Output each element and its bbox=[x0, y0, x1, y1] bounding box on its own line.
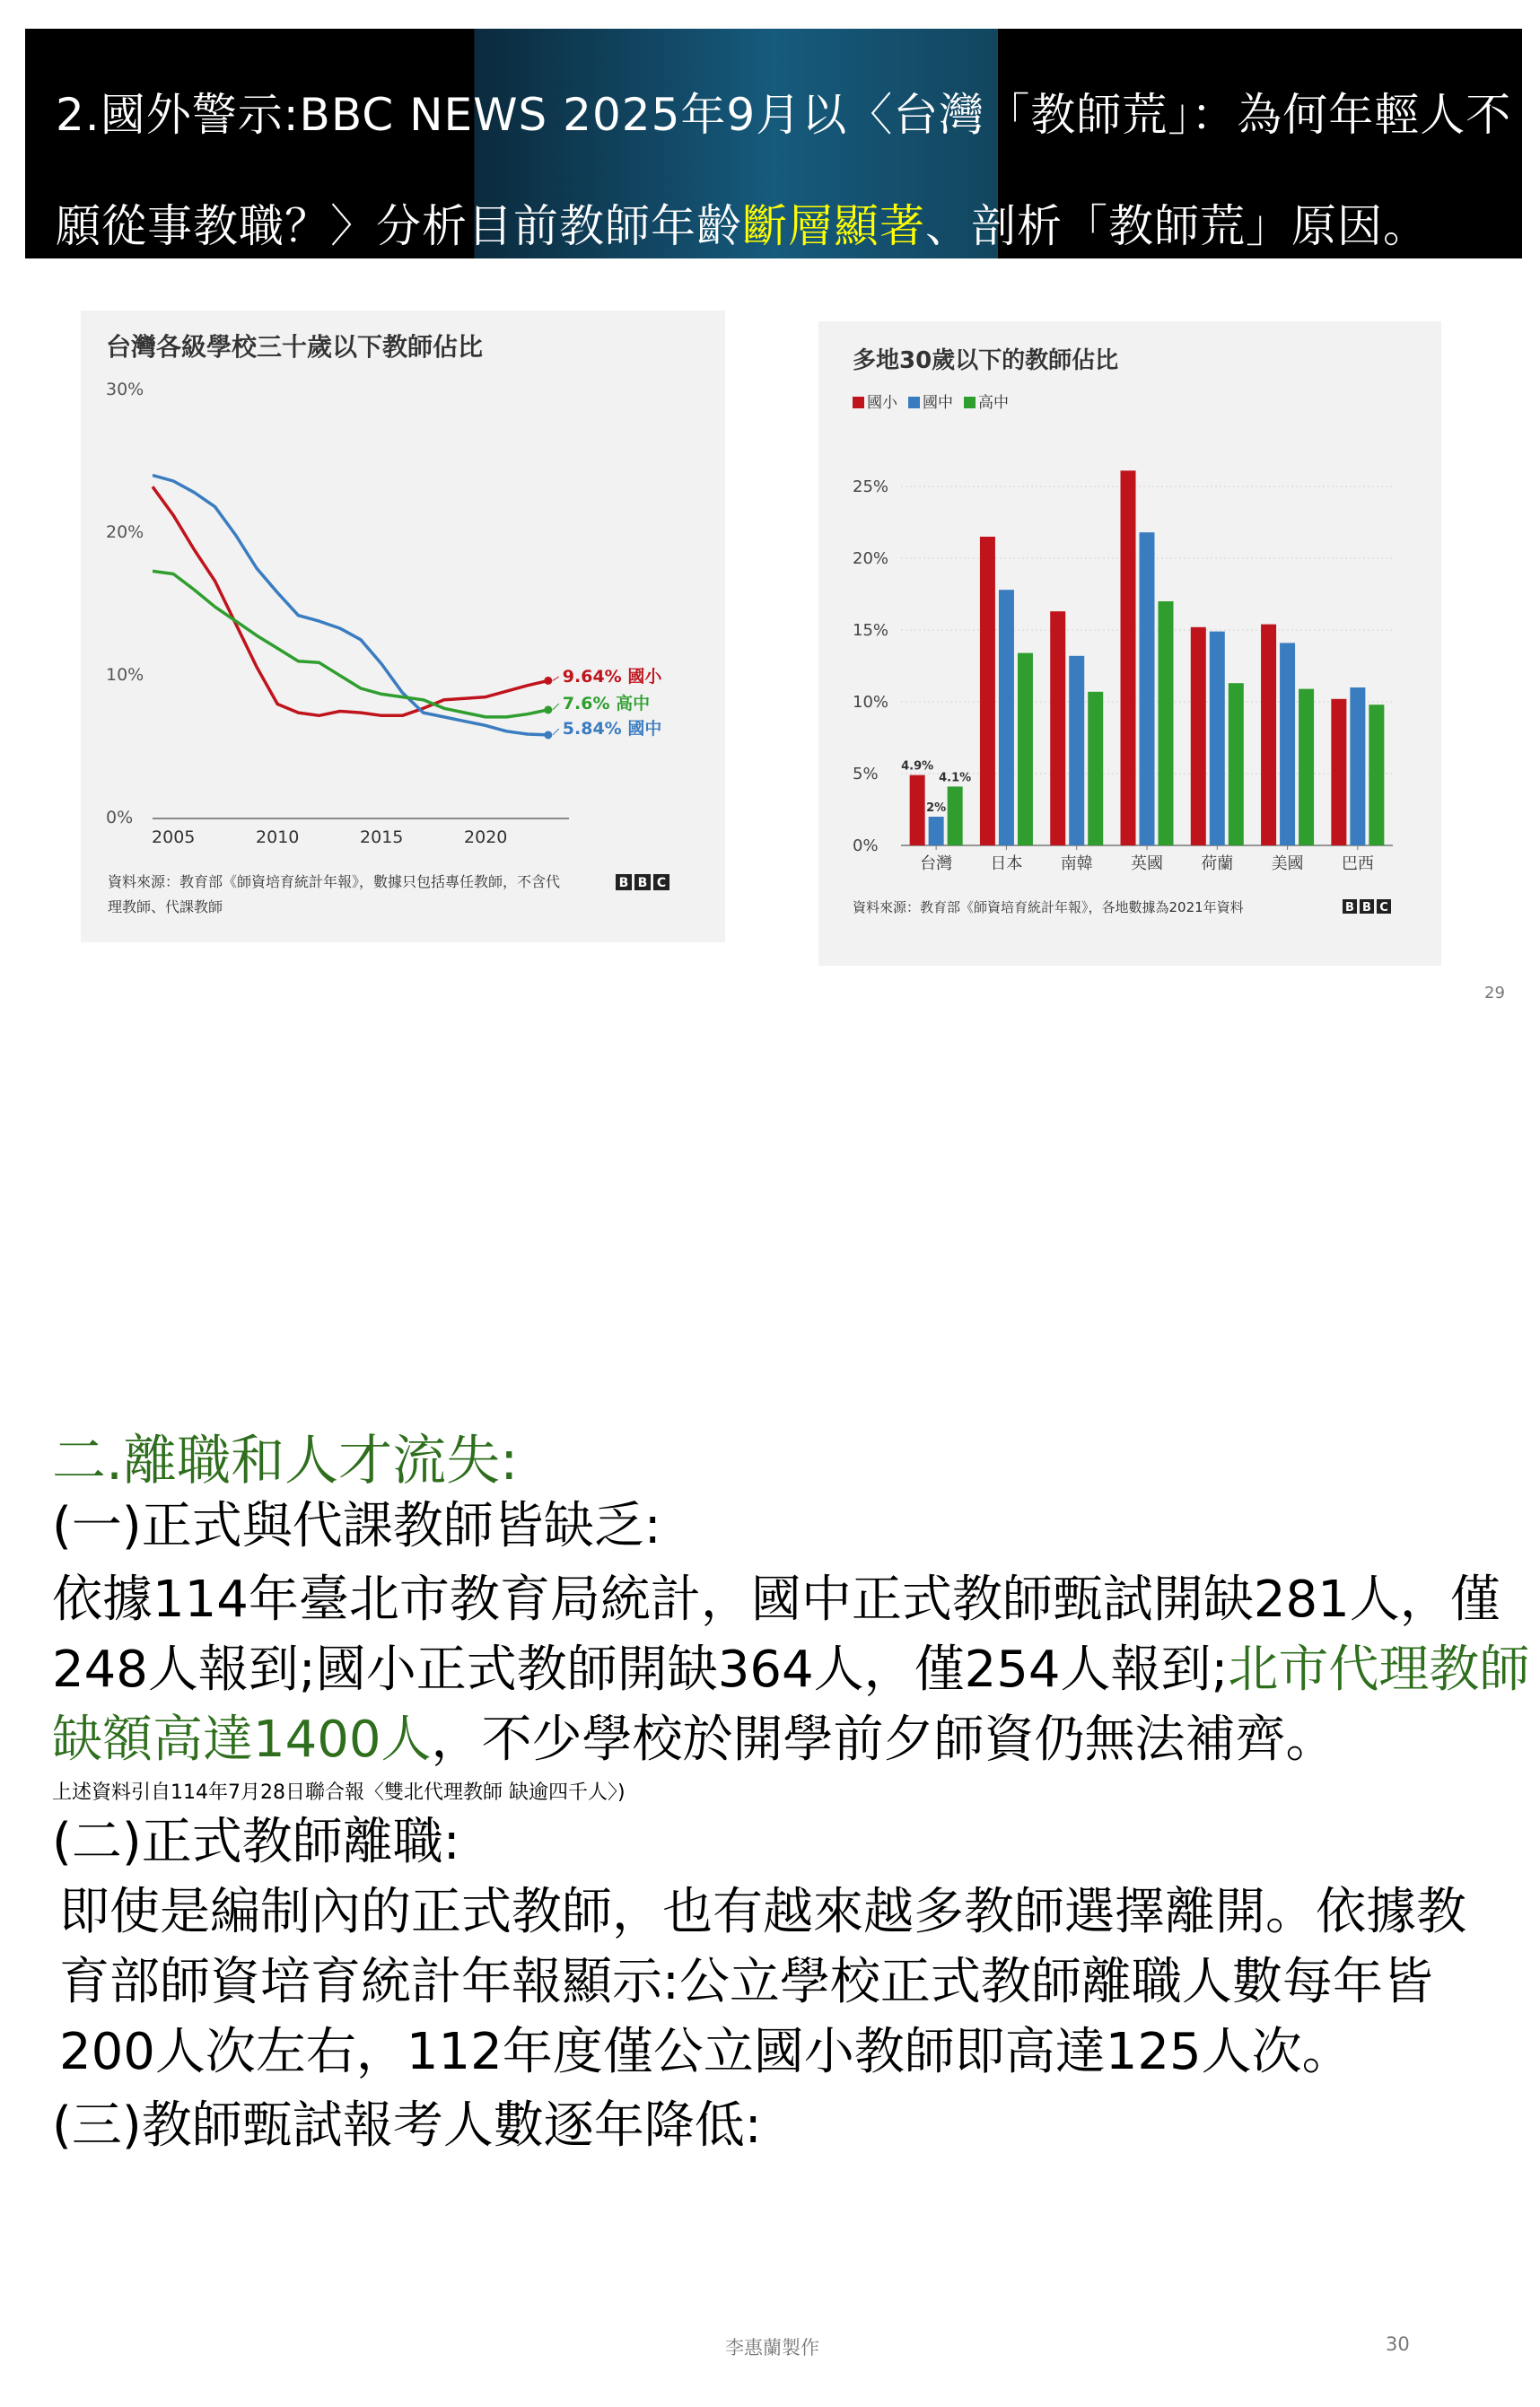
p1-line3-text: ，不少學校於開學前夕師資仍無法補齊。 bbox=[431, 1711, 1336, 1769]
bar-x-tick: 美國 bbox=[1271, 854, 1304, 873]
bar-y-tick: 0% bbox=[853, 836, 879, 855]
bar-南韓-高中 bbox=[1088, 692, 1103, 845]
bar-x-tick: 英國 bbox=[1131, 854, 1163, 873]
paragraph-2-line-3: 200人次左右，112年度僅公立國小教師即高達125人次。 bbox=[59, 2023, 1352, 2081]
page-number-30: 30 bbox=[1386, 2333, 1410, 2355]
subheading-2: (二)正式教師離職: bbox=[52, 1813, 460, 1871]
line-endpoint-國小 bbox=[544, 677, 552, 685]
bbc-letter: C bbox=[656, 876, 667, 890]
bar-chart-source: 資料來源：教育部《師資培育統計年報》，各地數據為2021年資料 bbox=[853, 899, 1244, 915]
bbc-letter: B bbox=[637, 876, 648, 890]
bar-x-tick: 南韓 bbox=[1060, 854, 1093, 873]
bar-y-tick: 15% bbox=[853, 621, 889, 640]
line-end-label: 9.64% 國小 bbox=[562, 667, 662, 687]
line-endpoint-高中 bbox=[544, 705, 552, 713]
line-chart-title: 台灣各級學校三十歲以下教師佔比 bbox=[106, 332, 484, 362]
bar-南韓-國中 bbox=[1069, 656, 1084, 845]
bbc-logo bbox=[616, 874, 669, 890]
section-title: 二.離職和人才流失: bbox=[52, 1430, 519, 1492]
bar-日本-國中 bbox=[999, 590, 1014, 845]
line-x-tick: 2015 bbox=[360, 827, 404, 847]
header-banner bbox=[25, 29, 1522, 258]
banner-title-line-2 bbox=[56, 190, 1429, 255]
bar-英國-高中 bbox=[1159, 601, 1174, 845]
bar-巴西-高中 bbox=[1369, 705, 1384, 845]
bar-data-label: 2% bbox=[926, 801, 947, 815]
legend-swatch-國中 bbox=[908, 397, 920, 408]
paragraph-2-line-1: 即使是編制內的正式教師，也有越來越多教師選擇離開。依據教 bbox=[59, 1883, 1466, 1941]
banner-title-line-1: 2.國外警示:BBC NEWS 2025年9月以〈台灣「教師荒」：為何年輕人不 bbox=[56, 89, 1512, 141]
bar-y-tick: 20% bbox=[853, 549, 889, 568]
bar-x-tick: 荷蘭 bbox=[1201, 854, 1234, 873]
footer-author: 李惠蘭製作 bbox=[725, 2337, 819, 2359]
line-chart-source-2: 理教師、代課教師 bbox=[108, 898, 223, 915]
bar-x-tick: 日本 bbox=[990, 854, 1023, 873]
legend-label: 國小 bbox=[867, 394, 897, 412]
source-note: 上述資料引自114年7月28日聯合報〈雙北代理教師 缺逾四千人〉) bbox=[52, 1781, 626, 1804]
bar-台灣-國小 bbox=[910, 775, 925, 845]
line-y-tick: 30% bbox=[106, 380, 144, 399]
bar-美國-國中 bbox=[1280, 643, 1295, 845]
bbc-letter: B bbox=[1362, 901, 1371, 915]
bar-data-label: 4.1% bbox=[939, 771, 972, 785]
line-label-leader bbox=[553, 677, 559, 680]
line-y-tick: 10% bbox=[106, 665, 144, 685]
line-x-tick: 2020 bbox=[464, 827, 508, 847]
bar-日本-高中 bbox=[1018, 653, 1033, 845]
bar-美國-高中 bbox=[1299, 689, 1314, 845]
bar-y-tick: 10% bbox=[853, 693, 889, 712]
bbc-letter: C bbox=[1379, 901, 1388, 915]
page-number-29: 29 bbox=[1484, 984, 1505, 1002]
legend-label: 國中 bbox=[923, 394, 953, 412]
line-y-tick: 20% bbox=[106, 522, 144, 542]
p1-line3-highlight: 缺額高達1400人 bbox=[52, 1711, 432, 1769]
banner-line2-pre: 願從事教職？〉分析目前教師年齡 bbox=[56, 200, 742, 252]
line-x-tick: 2005 bbox=[152, 827, 196, 847]
bar-日本-國小 bbox=[980, 537, 995, 845]
p1-line2-text: 248人報到;國小正式教師開缺364人，僅254人報到; bbox=[52, 1641, 1229, 1699]
bar-chart-card bbox=[818, 321, 1441, 966]
bar-x-tick: 台灣 bbox=[920, 854, 953, 873]
legend-label: 高中 bbox=[978, 394, 1009, 412]
bar-x-tick: 巴西 bbox=[1341, 854, 1374, 873]
banner-highlight: 斷層顯著 bbox=[742, 200, 925, 252]
paragraph-1-line-1: 依據114年臺北市教育局統計，國中正式教師甄試開缺281人，僅 bbox=[52, 1571, 1501, 1629]
bar-chart bbox=[818, 321, 1441, 966]
legend-swatch-國小 bbox=[853, 397, 864, 408]
bbc-letter: B bbox=[618, 876, 629, 890]
bar-荷蘭-國小 bbox=[1191, 627, 1206, 845]
line-end-label: 7.6% 高中 bbox=[562, 694, 651, 713]
line-chart bbox=[81, 311, 725, 942]
bar-台灣-國中 bbox=[929, 817, 944, 845]
bbc-letter: B bbox=[1345, 901, 1354, 915]
line-label-leader bbox=[553, 704, 559, 710]
paragraph-2-line-2: 育部師資培育統計年報顯示:公立學校正式教師離職人數每年皆 bbox=[59, 1953, 1433, 2011]
bar-英國-國小 bbox=[1121, 470, 1136, 845]
p1-line2-highlight: 北市代理教師 bbox=[1228, 1641, 1530, 1699]
line-y-tick: 0% bbox=[106, 808, 134, 827]
bar-巴西-國小 bbox=[1331, 699, 1346, 845]
legend-swatch-高中 bbox=[964, 397, 976, 408]
line-chart-source-1: 資料來源：教育部《師資培育統計年報》，數據只包括專任教師，不含代 bbox=[108, 873, 561, 890]
bar-y-tick: 25% bbox=[853, 477, 889, 496]
bar-chart-title: 多地30歲以下的教師佔比 bbox=[853, 347, 1119, 374]
subheading-1: (一)正式與代課教師皆缺乏: bbox=[52, 1497, 661, 1555]
bar-英國-國中 bbox=[1140, 532, 1155, 845]
bar-y-tick: 5% bbox=[853, 765, 879, 783]
subheading-3: (三)教師甄試報考人數逐年降低: bbox=[52, 2096, 762, 2155]
bbc-logo bbox=[1343, 899, 1391, 915]
line-x-tick: 2010 bbox=[256, 827, 300, 847]
bar-荷蘭-高中 bbox=[1229, 683, 1244, 845]
paragraph-1-line-3 bbox=[52, 1705, 1336, 1775]
bar-美國-國小 bbox=[1261, 625, 1276, 845]
banner-line2-post: 、剖析「教師荒」原因。 bbox=[925, 200, 1429, 252]
line-chart-card bbox=[81, 311, 725, 942]
bar-台灣-高中 bbox=[948, 786, 963, 845]
bar-南韓-國小 bbox=[1050, 611, 1065, 845]
paragraph-1-line-2 bbox=[52, 1635, 1529, 1705]
line-end-label: 5.84% 國中 bbox=[562, 719, 662, 739]
bar-荷蘭-國中 bbox=[1210, 632, 1225, 845]
line-label-leader bbox=[553, 729, 559, 735]
line-endpoint-國中 bbox=[544, 731, 552, 739]
bar-data-label: 4.9% bbox=[901, 759, 934, 774]
bar-巴西-國中 bbox=[1350, 687, 1365, 845]
